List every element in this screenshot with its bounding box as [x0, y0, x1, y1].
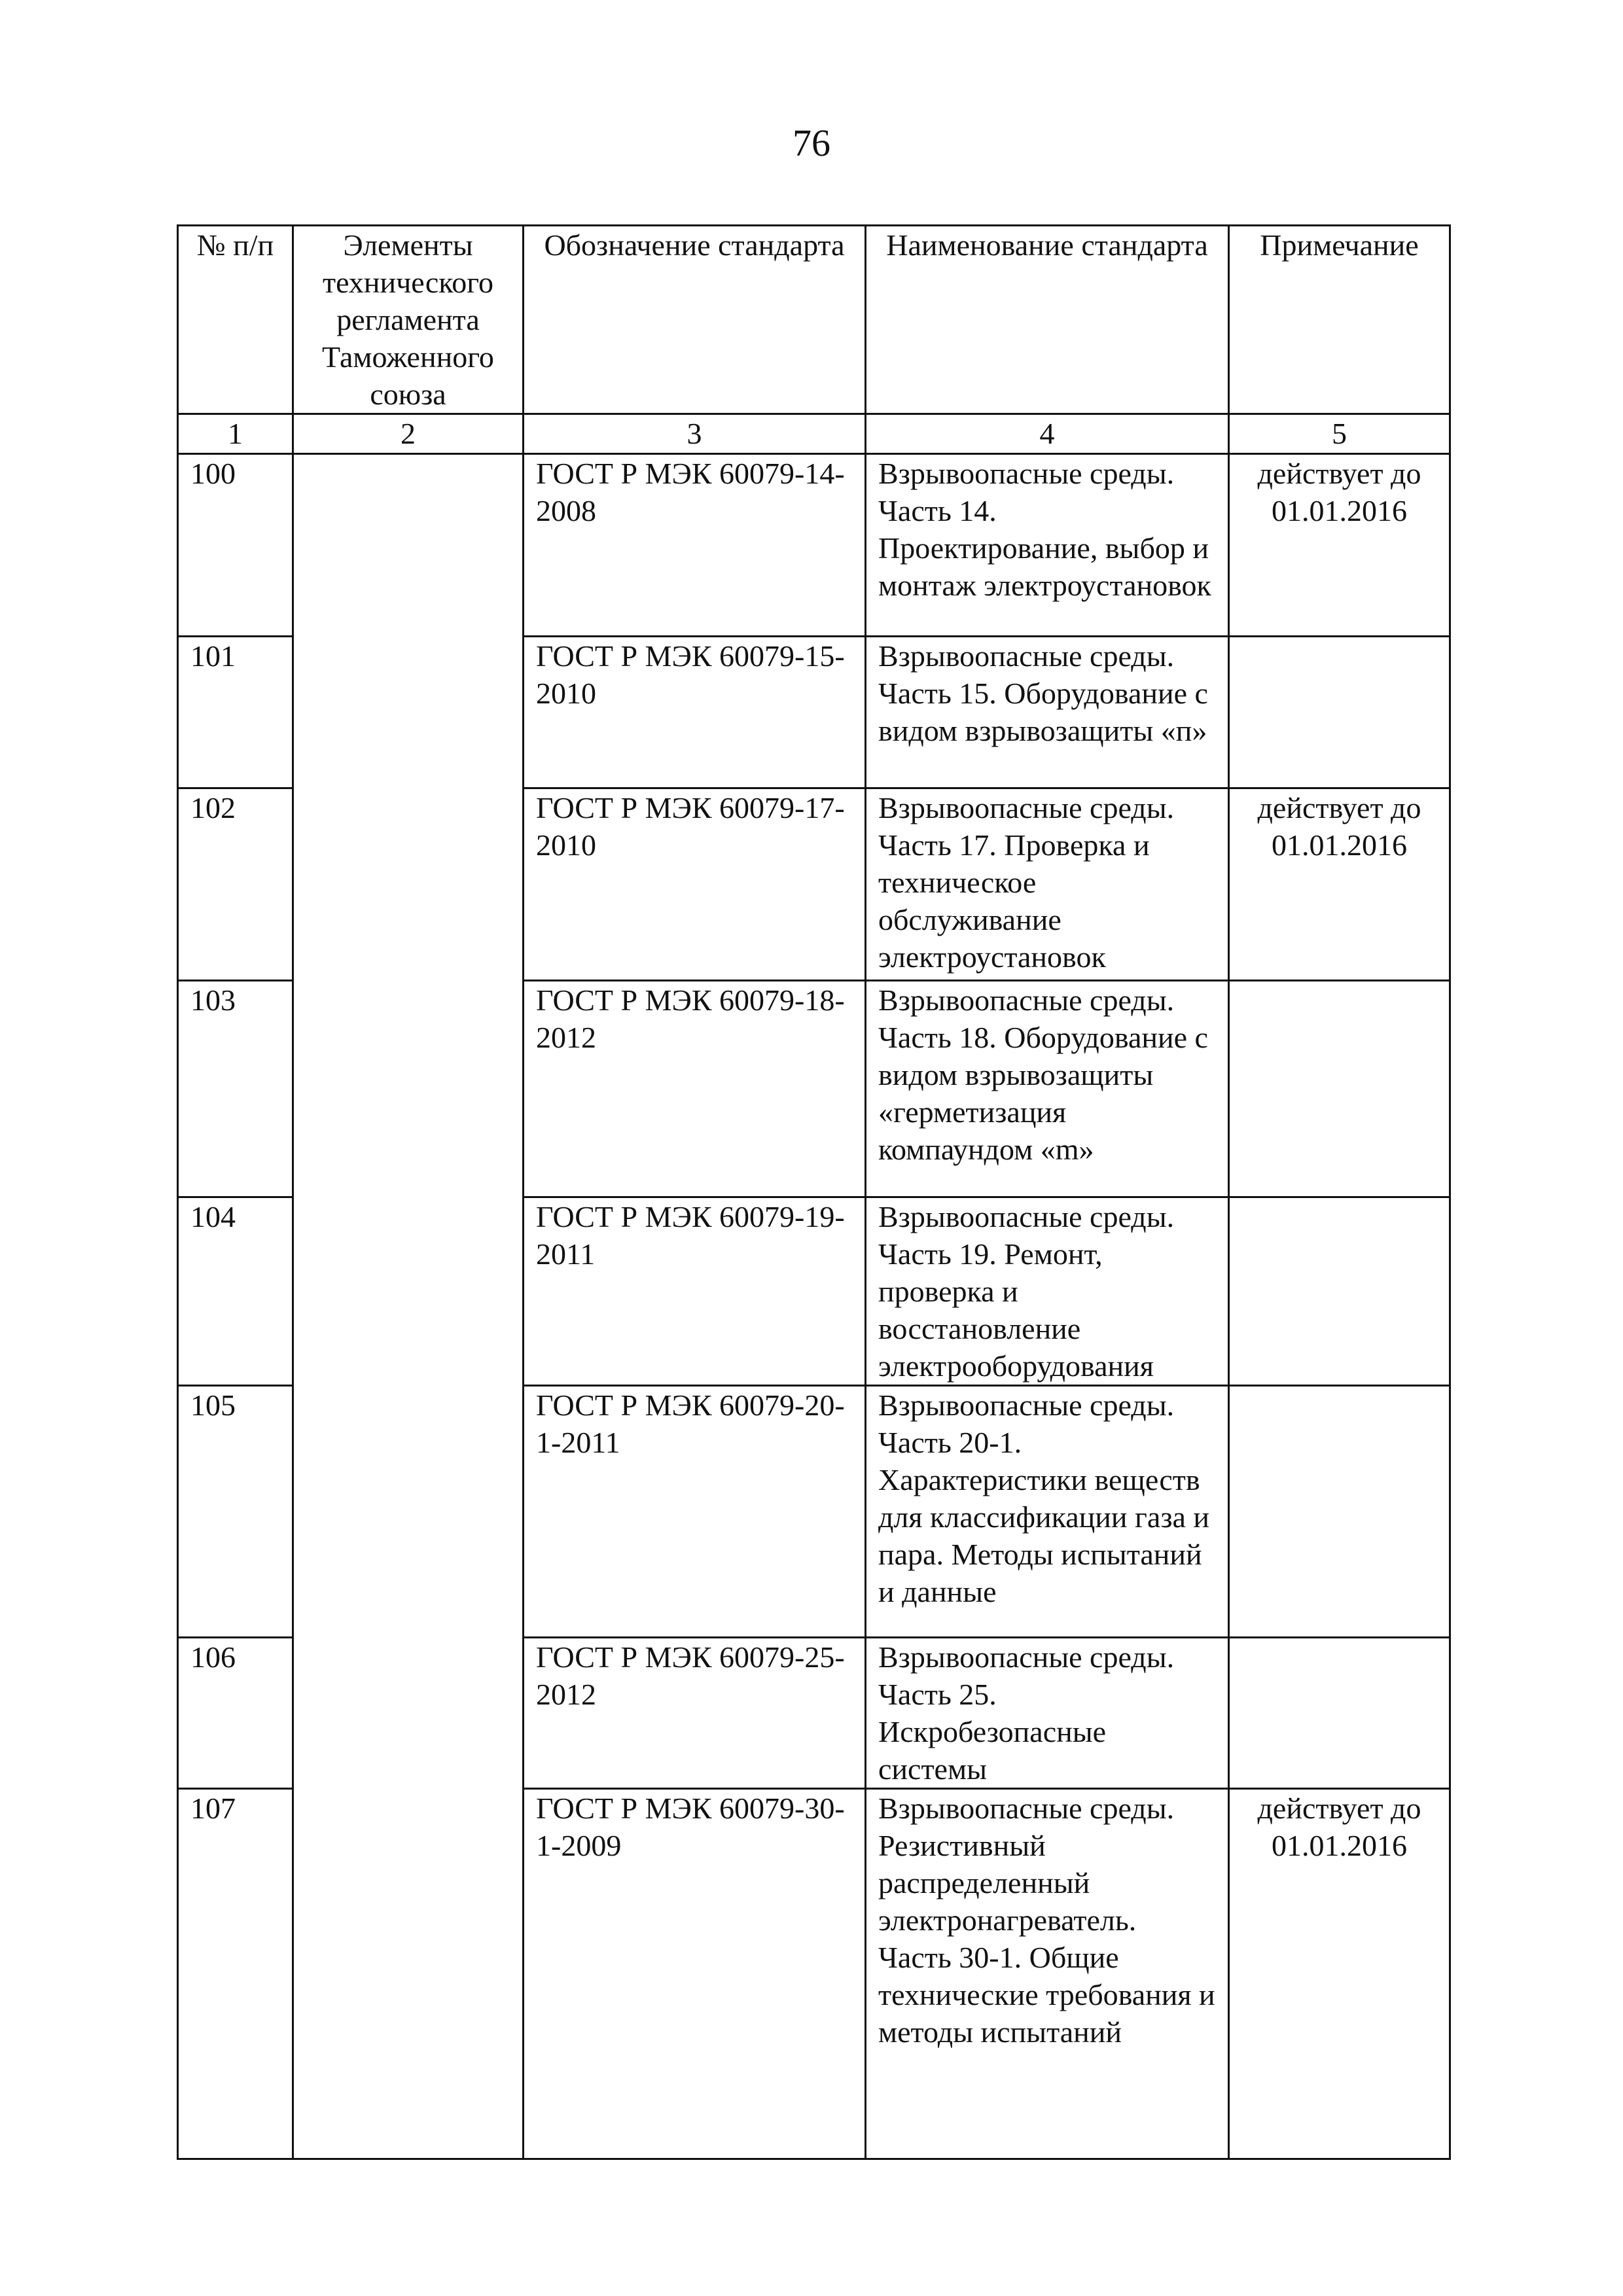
standard-name: Взрывоопасные среды. Резистивный распределенный электронагреватель. Часть 30-1. Общие технические требования и методы испытаний [866, 1789, 1229, 2159]
row-number: 105 [178, 1386, 293, 1638]
standard-name: Взрывоопасные среды. Часть 14. Проектирование, выбор и монтаж электроустановок [866, 454, 1229, 637]
standard-name: Взрывоопасные среды. Часть 20-1. Характеристики веществ для классификации газа и пара. Методы испытаний и данные [866, 1386, 1229, 1638]
standard-name: Взрывоопасные среды. Часть 25. Искробезопасные системы [866, 1638, 1229, 1789]
standard-designation: ГОСТ Р МЭК 60079-19-2011 [524, 1197, 866, 1386]
standards-table [177, 224, 1451, 2160]
column-number: 1 [178, 414, 293, 454]
column-number: 4 [866, 414, 1229, 454]
row-number: 102 [178, 788, 293, 981]
row-number: 103 [178, 981, 293, 1197]
standard-designation: ГОСТ Р МЭК 60079-18-2012 [524, 981, 866, 1197]
standard-note [1229, 1197, 1450, 1386]
table-row [178, 454, 1450, 637]
table-header-row [178, 226, 1450, 414]
elements-cell [293, 454, 524, 2159]
standard-designation: ГОСТ Р МЭК 60079-17-2010 [524, 788, 866, 981]
header-designation: Обозначение стандарта [524, 226, 866, 414]
standard-note: действует до 01.01.2016 [1229, 454, 1450, 637]
standard-note [1229, 981, 1450, 1197]
standard-name: Взрывоопасные среды. Часть 19. Ремонт, проверка и восстановление электрооборудования [866, 1197, 1229, 1386]
header-number: № п/п [178, 226, 293, 414]
row-number: 107 [178, 1789, 293, 2159]
column-number: 5 [1229, 414, 1450, 454]
standard-note [1229, 1386, 1450, 1638]
row-number: 100 [178, 454, 293, 637]
page-number: 76 [793, 122, 830, 164]
standard-note: действует до 01.01.2016 [1229, 788, 1450, 981]
standard-designation: ГОСТ Р МЭК 60079-30-1-2009 [524, 1789, 866, 2159]
standard-designation: ГОСТ Р МЭК 60079-20-1-2011 [524, 1386, 866, 1638]
column-number-row [178, 414, 1450, 454]
header-elements: Элементы технического регламента Таможенного союза [293, 226, 524, 414]
header-name: Наименование стандарта [866, 226, 1229, 414]
standard-designation: ГОСТ Р МЭК 60079-14-2008 [524, 454, 866, 637]
column-number: 2 [293, 414, 524, 454]
row-number: 106 [178, 1638, 293, 1789]
row-number: 101 [178, 637, 293, 788]
standard-note [1229, 637, 1450, 788]
standard-designation: ГОСТ Р МЭК 60079-25-2012 [524, 1638, 866, 1789]
header-note: Примечание [1229, 226, 1450, 414]
standard-designation: ГОСТ Р МЭК 60079-15-2010 [524, 637, 866, 788]
standard-note [1229, 1638, 1450, 1789]
standard-name: Взрывоопасные среды. Часть 15. Оборудование с видом взрывозащиты «п» [866, 637, 1229, 788]
row-number: 104 [178, 1197, 293, 1386]
column-number: 3 [524, 414, 866, 454]
standard-name: Взрывоопасные среды. Часть 17. Проверка и техническое обслуживание электроустановок [866, 788, 1229, 981]
standard-name: Взрывоопасные среды. Часть 18. Оборудование с видом взрывозащиты «герметизация компаундом «m» [866, 981, 1229, 1197]
standard-note: действует до 01.01.2016 [1229, 1789, 1450, 2159]
